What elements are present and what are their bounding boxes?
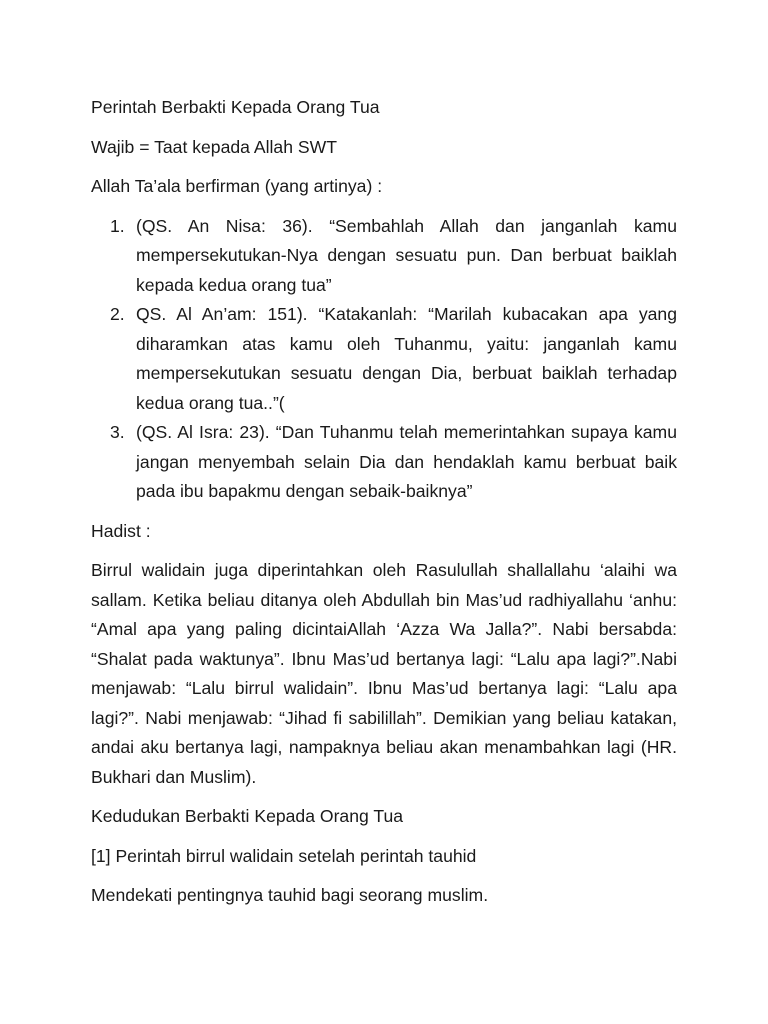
verse-text: QS. Al An’am: 151). “Katakanlah: “Marilah kubacakan apa yang diharamkan atas kamu oleh Tuhanmu, yaitu: janganlah kamu mempersekutukan sesuatu dengan Dia, berbuat baiklah terhadap kedua orang tua..”( (136, 304, 677, 413)
verse-text: (QS. An Nisa: 36). “Sembahlah Allah dan janganlah kamu mempersekutukan-Nya dengan sesuatu pun. Dan berbuat baiklah kepada kedua orang tua” (136, 215, 677, 295)
closing-line: Mendekati pentingnya tauhid bagi seorang muslim. (91, 885, 489, 905)
verse-text: (QS. Al Isra: 23). “Dan Tuhanmu telah memerintahkan supaya kamu jangan menyembah selain Dia dan hendaklah kamu berbuat baik pada ibu bapakmu dengan sebaik-baiknya” (136, 422, 677, 501)
hadist-label: Hadist : (91, 520, 151, 541)
list-number: 3. (110, 422, 125, 442)
verse-list (91, 212, 677, 507)
point-one: [1] Perintah birrul walidain setelah perintah tauhid (91, 845, 477, 866)
hadist-paragraph: Birrul walidain juga diperintahkan oleh Rasulullah shallallahu ‘alaihi wa sallam. Ketika beliau ditanya oleh Abdullah bin Mas’ud radhiyallahu ‘anhu: “Amal apa yang paling dicintaiAllah ‘Azza Wa Jalla?”. Nabi bersabda: “Shalat pada waktunya”. Ibnu Mas’ud bertanya lagi: “Lalu apa lagi?”.Nabi menjawab: “Lalu birrul walidain”. Ibnu Mas’ud bertanya lagi: “Lalu apa lagi?”. Nabi menjawab: “Jihad fi sabilillah”. Demikian yang beliau katakan, andai aku bertanya lagi, nampaknya beliau akan menambahkan lagi (HR. Bukhari dan Muslim). (91, 560, 677, 787)
section-heading-kedudukan: Kedudukan Berbakti Kepada Orang Tua (91, 806, 404, 826)
document-page (91, 93, 677, 921)
list-number: 2. (110, 304, 125, 324)
list-item (110, 212, 677, 301)
firman-intro: Allah Ta’ala berfirman (yang artinya) : (91, 176, 383, 196)
section-heading-perintah: Perintah Berbakti Kepada Orang Tua (91, 97, 380, 117)
list-number: 1. (110, 215, 125, 236)
list-item (110, 300, 677, 418)
list-item (110, 418, 677, 507)
wajib-line: Wajib = Taat kepada Allah SWT (91, 136, 337, 157)
